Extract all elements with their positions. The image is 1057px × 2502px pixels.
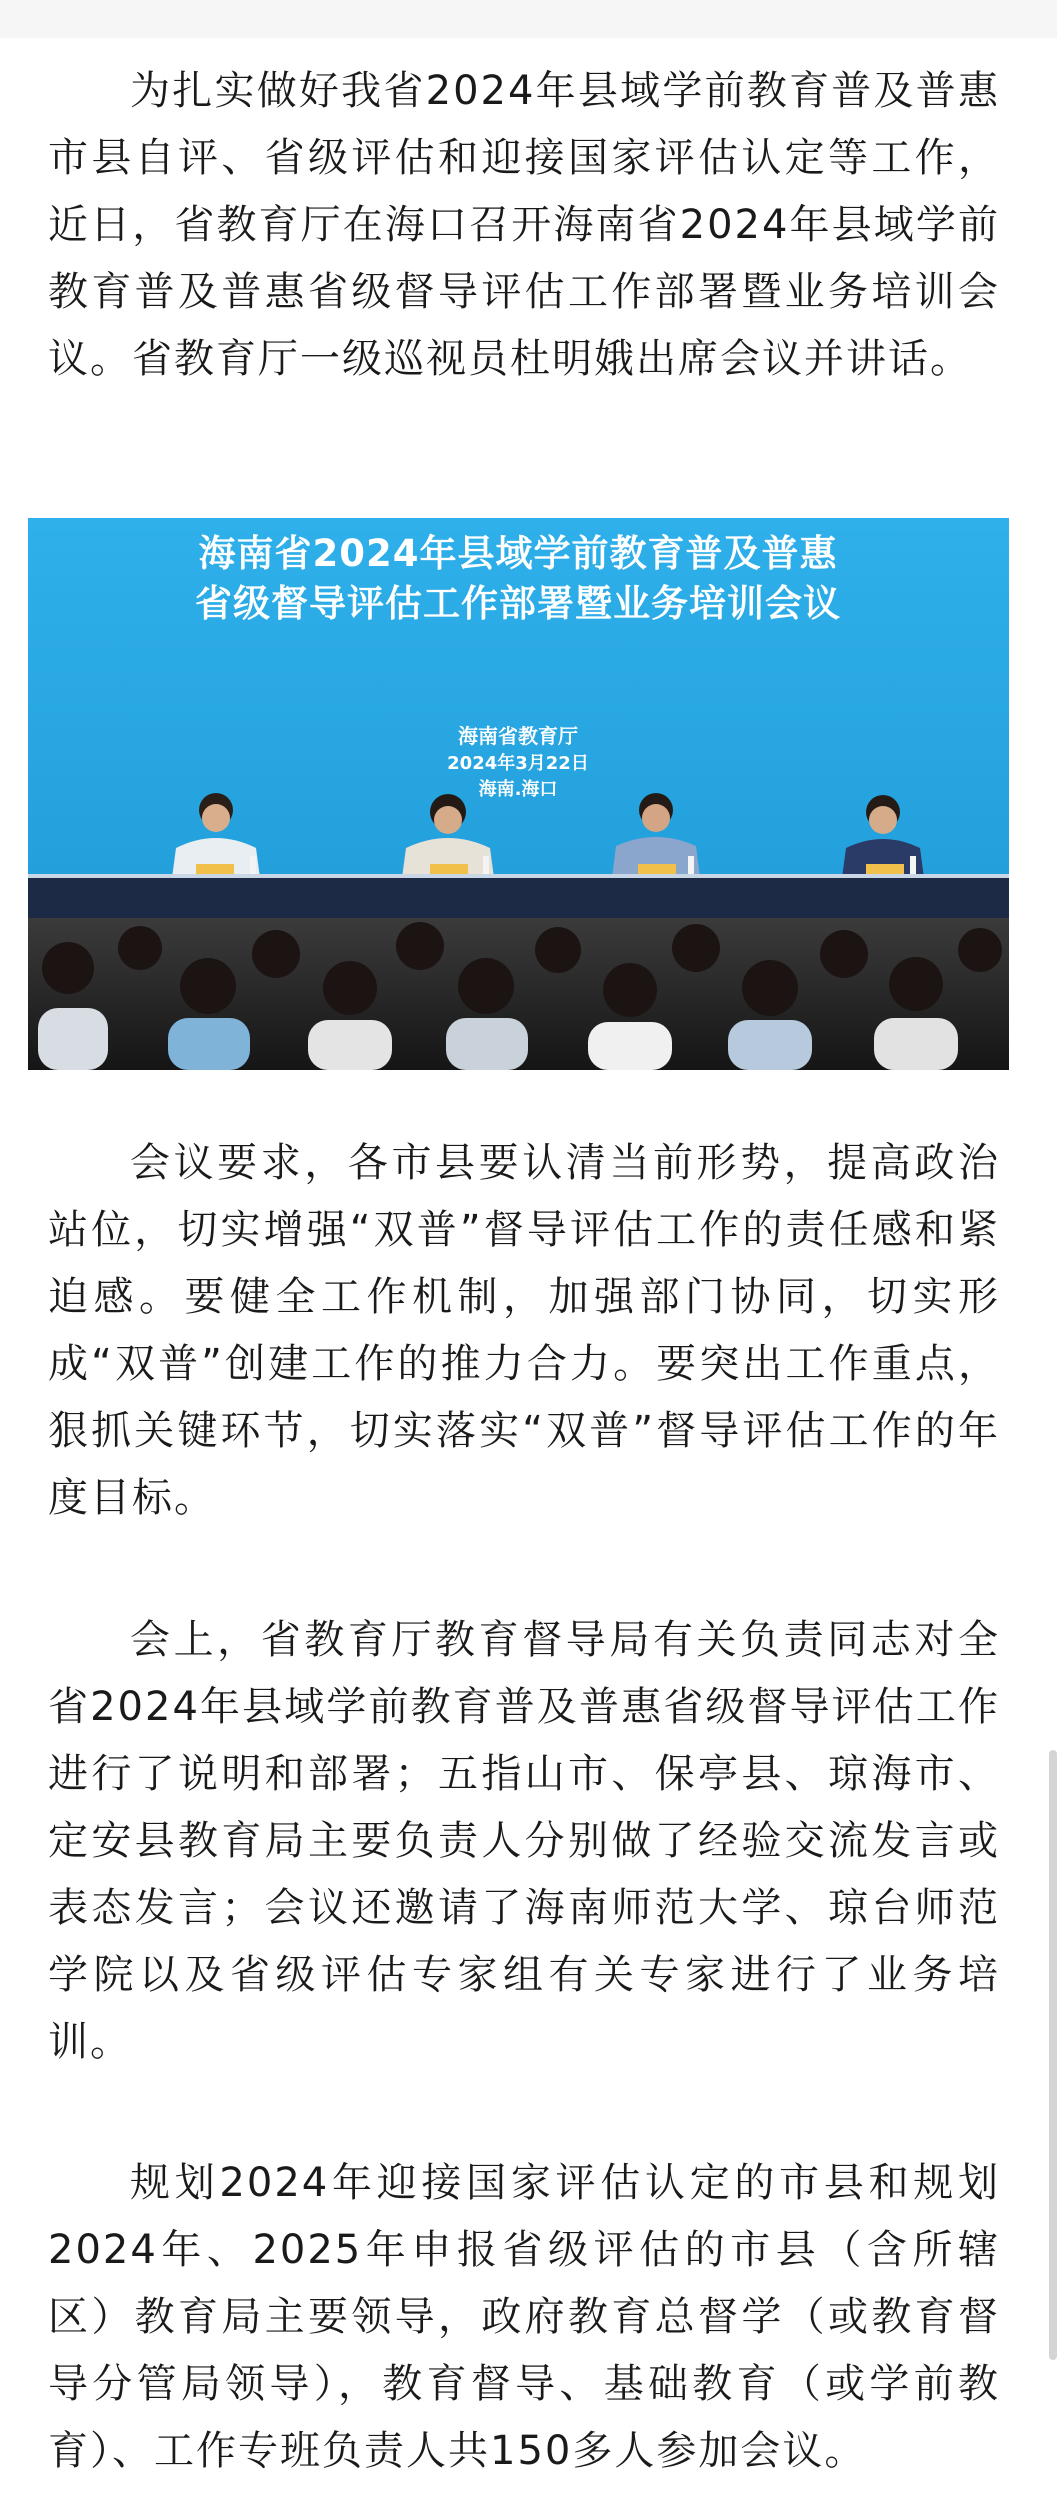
stage-table	[28, 876, 1009, 918]
banner-organizer: 海南省教育厅	[458, 724, 578, 748]
banner-line-1: 海南省2024年县域学前教育普及普惠	[198, 532, 838, 575]
paragraph-attendees: 规划2024年迎接国家评估认定的市县和规划2024年、2025年申报省级评估的市县（含所辖区）教育局主要领导，政府教育总督学（或教育督导分管局领导），教育督导、基础教育（或学前教育）、工作专班负责人共150多人参加会议。	[48, 2160, 1000, 2474]
banner-place: 海南.海口	[478, 779, 558, 800]
paragraph-requirements: 会议要求，各市县要认清当前形势，提高政治站位，切实增强“双普”督导评估工作的责任感和紧迫感。要健全工作机制，加强部门协同，切实形成“双普”创建工作的推力合力。要突出工作重点，狠抓关键环节，切实落实“双普”督导评估工作的年度目标。	[48, 1140, 1000, 1521]
paragraph-intro: 为扎实做好我省2024年县域学前教育普及普惠市县自评、省级评估和迎接国家评估认定等工作，近日，省教育厅在海口召开海南省2024年县域学前教育普及普惠省级督导评估工作部署暨业务培训会议。省教育厅一级巡视员杜明娥出席会议并讲话。	[48, 68, 1000, 382]
top-strip	[0, 0, 1057, 38]
meeting-photo[interactable]	[28, 518, 1009, 1070]
scrollbar-thumb[interactable]	[1049, 1750, 1057, 2360]
banner-date: 2024年3月22日	[447, 753, 589, 774]
paragraph-meeting: 会上，省教育厅教育督导局有关负责同志对全省2024年县域学前教育普及普惠省级督导评估工作进行了说明和部署；五指山市、保亭县、琼海市、定安县教育局主要负责人分别做了经验交流发言或表态发言；会议还邀请了海南师范大学、琼台师范学院以及省级评估专家组有关专家进行了业务培训。	[48, 1617, 1000, 2065]
banner-line-2: 省级督导评估工作部署暨业务培训会议	[195, 582, 841, 625]
